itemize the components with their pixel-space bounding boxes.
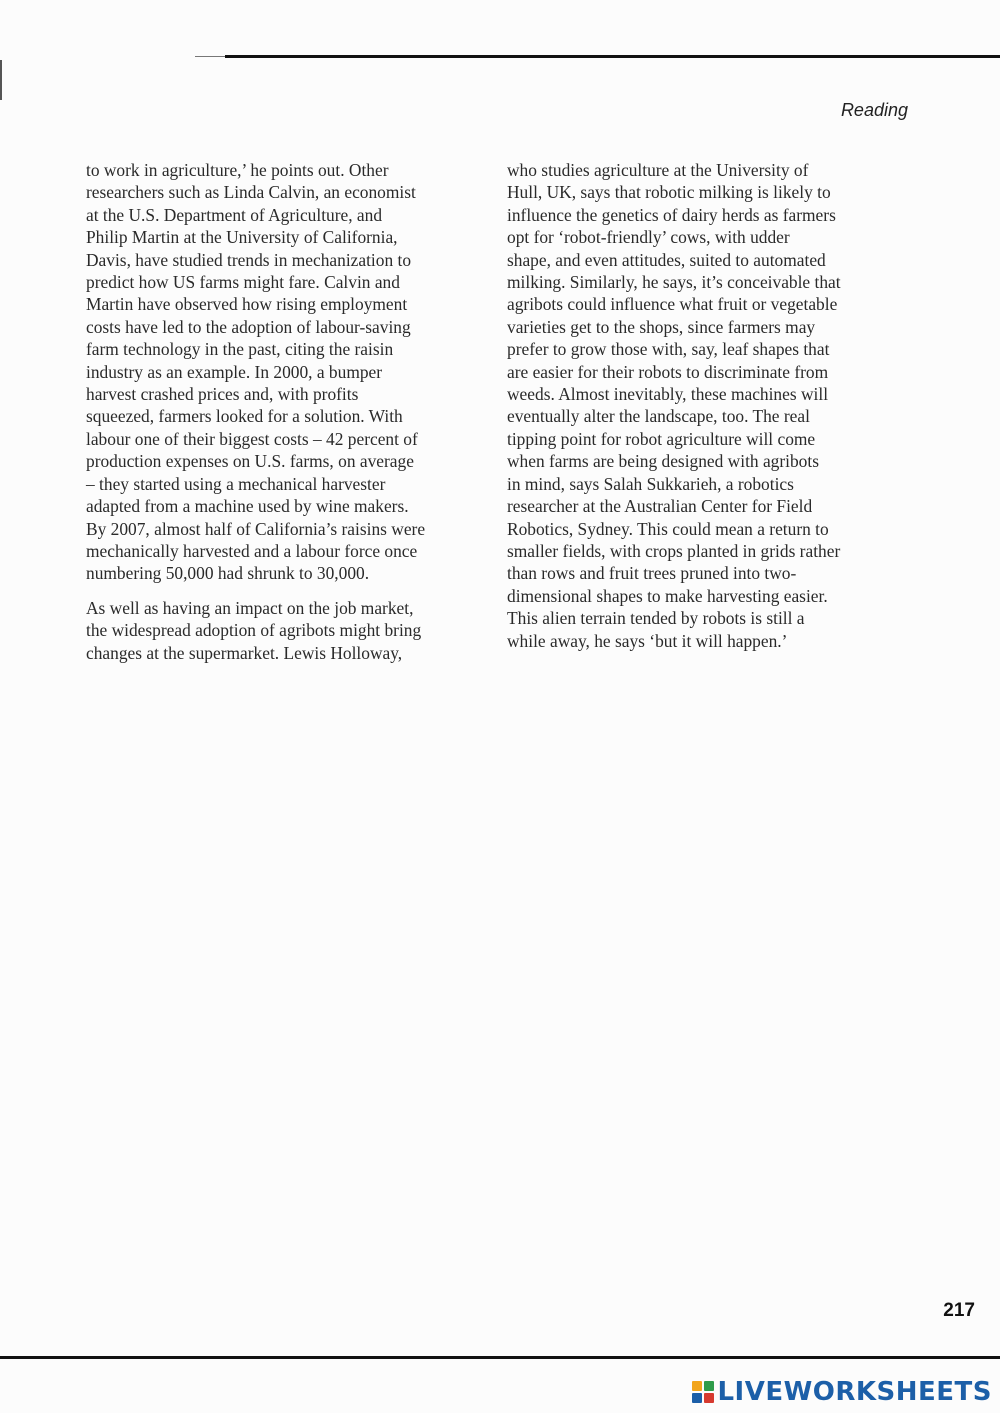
- running-head: Reading: [840, 100, 908, 120]
- text-line: milking. Similarly, he says, it’s conceivable that: [507, 272, 841, 293]
- text-line: varieties get to the shops, since farmers may: [507, 316, 816, 337]
- text-line: – they started using a mechanical harvester: [86, 473, 386, 494]
- page-number: 217: [943, 1300, 975, 1321]
- text-line: By 2007, almost half of California’s raisins were: [86, 518, 426, 539]
- text-line: who studies agriculture at the University of: [507, 160, 809, 180]
- left-column: [86, 159, 506, 664]
- paragraph: [86, 159, 506, 585]
- text-line: opt for ‘robot-friendly’ cows, with udder: [507, 227, 790, 248]
- liveworksheets-watermark[interactable]: [692, 1377, 992, 1407]
- text-line: researcher at the Australian Center for Field: [507, 496, 813, 517]
- text-line: weeds. Almost inevitably, these machines will: [507, 384, 829, 405]
- text-line: Robotics, Sydney. This could mean a return to: [507, 518, 829, 539]
- text-line: dimensional shapes to make harvesting easier.: [507, 585, 828, 606]
- text-line: squeezed, farmers looked for a solution. With: [86, 406, 403, 427]
- text-line: influence the genetics of dairy herds as farmers: [507, 204, 836, 225]
- logo-tile: [692, 1381, 702, 1391]
- text-line: Philip Martin at the University of California,: [86, 227, 398, 248]
- logo-tile: [704, 1393, 714, 1403]
- text-line: changes at the supermarket. Lewis Holloway,: [86, 642, 403, 663]
- text-line: harvest crashed prices and, with profits: [86, 384, 359, 405]
- text-line: This alien terrain tended by robots is still a: [507, 608, 805, 629]
- liveworksheets-logo-icon: [692, 1381, 714, 1403]
- logo-tile: [692, 1393, 702, 1403]
- logo-tile: [704, 1381, 714, 1391]
- text-line: Hull, UK, says that robotic milking is likely to: [507, 182, 831, 203]
- top-rule: [225, 55, 1000, 58]
- text-line: agribots could influence what fruit or vegetable: [507, 294, 838, 315]
- text-line: when farms are being designed with agribots: [507, 451, 819, 472]
- text-line: to work in agriculture,’ he points out. Other: [86, 160, 389, 180]
- text-line: numbering 50,000 had shrunk to 30,000.: [86, 563, 370, 584]
- text-line: tipping point for robot agriculture will come: [507, 428, 816, 449]
- text-line: than rows and fruit trees pruned into two-: [507, 563, 797, 584]
- text-line: costs have led to the adoption of labour-saving: [86, 316, 411, 337]
- text-line: mechanically harvested and a labour force once: [86, 540, 418, 561]
- scan-edge-mark: [0, 60, 2, 100]
- text-line: predict how US farms might fare. Calvin and: [86, 272, 400, 293]
- bottom-rule: [0, 1356, 1000, 1359]
- text-line: shape, and even attitudes, suited to automated: [507, 249, 826, 270]
- watermark-text: LIVEWORKSHEETS: [717, 1377, 992, 1407]
- text-line: As well as having an impact on the job market,: [86, 597, 414, 618]
- text-line: researchers such as Linda Calvin, an economist: [86, 182, 416, 203]
- paragraph: [507, 159, 927, 652]
- text-line: the widespread adoption of agribots might bring: [86, 620, 422, 641]
- text-line: farm technology in the past, citing the raisin: [86, 339, 394, 360]
- text-line: prefer to grow those with, say, leaf shapes that: [507, 339, 830, 360]
- right-column: [507, 159, 927, 652]
- text-line: in mind, says Salah Sukkarieh, a robotics: [507, 473, 794, 494]
- text-line: production expenses on U.S. farms, on average: [86, 451, 414, 472]
- text-line: adapted from a machine used by wine makers.: [86, 496, 409, 517]
- paragraph: [86, 597, 506, 664]
- text-line: smaller fields, with crops planted in grids rather: [507, 540, 841, 561]
- text-line: Martin have observed how rising employment: [86, 294, 408, 315]
- text-line: at the U.S. Department of Agriculture, and: [86, 204, 383, 225]
- text-line: eventually alter the landscape, too. The real: [507, 406, 810, 427]
- paragraph-gap: [86, 585, 506, 597]
- text-line: while away, he says ‘but it will happen.’: [507, 630, 788, 651]
- text-line: labour one of their biggest costs – 42 percent of: [86, 428, 418, 449]
- text-line: Davis, have studied trends in mechanization to: [86, 249, 412, 270]
- text-line: industry as an example. In 2000, a bumper: [86, 361, 383, 382]
- text-line: are easier for their robots to discriminate from: [507, 361, 829, 382]
